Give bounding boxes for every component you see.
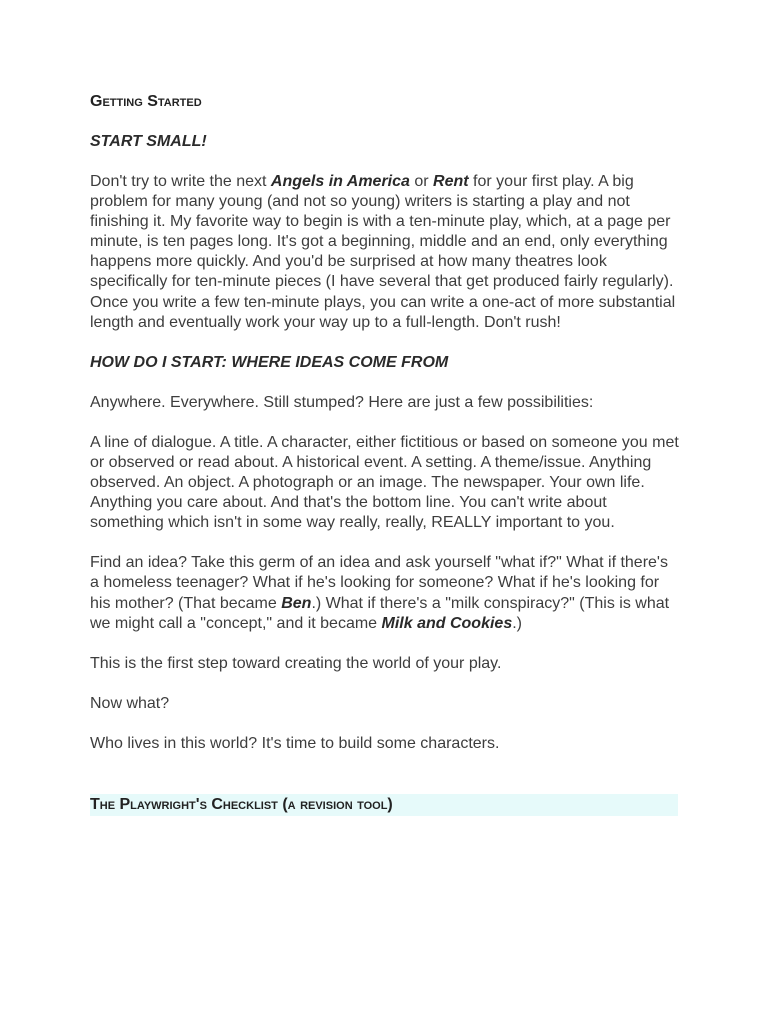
subheading-where-ideas-come-from: HOW DO I START: WHERE IDEAS COME FROM bbox=[90, 353, 449, 371]
play-title-ben: Ben bbox=[281, 594, 312, 612]
play-title-milk-and-cookies: Milk and Cookies bbox=[381, 614, 513, 632]
paragraph-what-if bbox=[90, 553, 680, 633]
section-heading-getting-started: Getting Started bbox=[90, 93, 202, 110]
paragraph-text: Find an idea? Take this germ of an idea and ask yourself "what if?" What if there's a homeless teenager? What if he's looking for someone? What if he's looking for his mother? (That became bbox=[90, 554, 668, 612]
paragraph-text: for your first play. A big problem for many young (and not so young) writers is starting a play and not finishing it. My favorite way to begin is with a ten-minute play, which, at a page per minute, is ten pages long. It's got a beginning, middle and an end, only everything happens more quickly. And you'd be surprised at how many theatres look specifically for ten-minute pieces (I have several that get produced fairly regularly). Once you write a few ten-minute plays, you can write a one-act of more substantial length and eventually work your way up to a full-length. Don't rush! bbox=[90, 173, 676, 331]
paragraph-start-small bbox=[90, 172, 680, 333]
subheading-start-small: START SMALL! bbox=[90, 133, 207, 150]
paragraph-first-step: This is the first step toward creating the world of your play. bbox=[90, 654, 502, 672]
document-page bbox=[90, 92, 680, 816]
paragraph-text: Don't try to write the next bbox=[90, 173, 271, 190]
paragraph-text: .) bbox=[512, 614, 522, 632]
checklist-heading-bar bbox=[90, 794, 678, 816]
paragraph-text: or bbox=[409, 173, 434, 190]
paragraph-possibilities: A line of dialogue. A title. A character, either fictitious or based on someone you met or observed or read about. A historical event. A setting. A theme/issue. Anything observed. An object. A photograph or an image. The newspaper. Your own life. Anything you care about. And that's the bottom line. You can't write about something which isn't in some way really, really, REALLY important to you. bbox=[90, 433, 679, 532]
paragraph-text: .) What if there's a "milk conspiracy?" (This is what we might call a "concept," and it became bbox=[90, 594, 670, 632]
section-heading-playwrights-checklist: The Playwright's Checklist (a revision tool) bbox=[90, 795, 393, 813]
paragraph-anywhere: Anywhere. Everywhere. Still stumped? Here are just a few possibilities: bbox=[90, 393, 594, 411]
paragraph-now-what: Now what? bbox=[90, 694, 170, 712]
paragraph-who-lives: Who lives in this world? It's time to build some characters. bbox=[90, 734, 500, 752]
play-title-angels-in-america: Angels in America bbox=[270, 173, 410, 190]
play-title-rent: Rent bbox=[433, 173, 469, 190]
